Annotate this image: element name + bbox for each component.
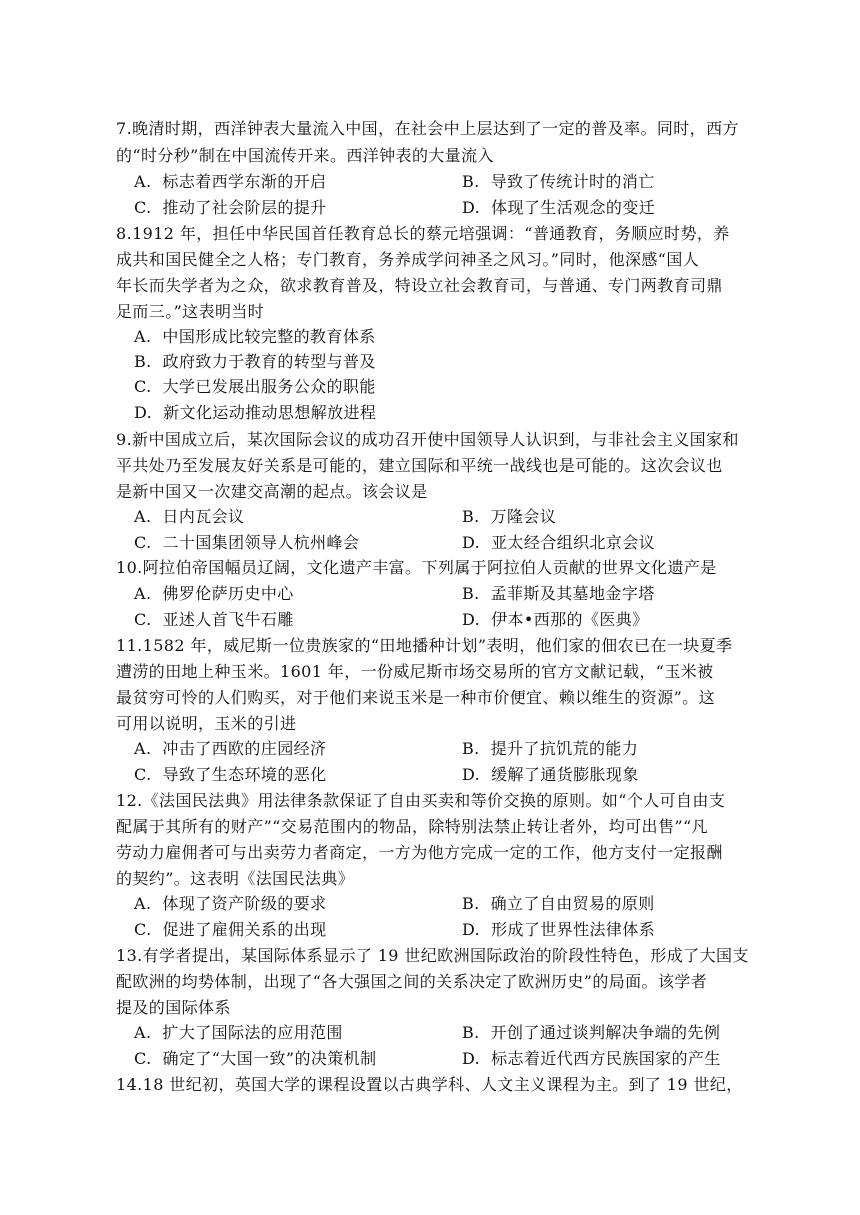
q10-option-b: B. 孟菲斯及其墓地金字塔 <box>462 584 655 603</box>
q11-stem-line-4: 可用以说明，玉米的引进 <box>116 714 297 733</box>
q8-stem-line-4: 足而三。”这表明当时 <box>116 302 265 321</box>
q9-option-d: D. 亚太经合组织北京会议 <box>462 533 656 552</box>
q13-option-a: A. 扩大了国际法的应用范围 <box>134 1023 343 1042</box>
q13-option-d: D. 标志着近代西方民族国家的产生 <box>462 1049 721 1068</box>
q11-option-c: C. 导致了生态环境的恶化 <box>134 765 327 784</box>
q9-stem-line-3: 是新中国又一次建交高潮的起点。该会议是 <box>116 482 428 501</box>
q7-option-b: B. 导致了传统计时的消亡 <box>462 172 655 191</box>
q13-option-c: C. 确定了“大国一致”的决策机制 <box>134 1049 377 1068</box>
q10-option-c: C. 亚述人首飞牛石雕 <box>134 610 294 629</box>
q9-stem-line-1: 9.新中国成立后，某次国际会议的成功召开使中国领导人认识到，与非社会主义国家和 <box>116 430 739 449</box>
q12-stem-line-2: 配属于其所有的财产”“交易范围内的物品，除特别法禁止转让者外，均可出售”“凡 <box>116 817 708 836</box>
q11-option-d: D. 缓解了通货膨胀现象 <box>462 765 639 784</box>
q13-stem-line-2: 配欧洲的均势体制，出现了“各大强国之间的关系决定了欧洲历史”的局面。该学者 <box>116 972 708 991</box>
q9-option-b: B. 万隆会议 <box>462 507 557 526</box>
q12-stem-line-4: 的契约”。这表明《法国民法典》 <box>116 869 355 888</box>
q10-option-d: D. 伊本•西那的《医典》 <box>462 610 649 629</box>
q10-option-a: A. 佛罗伦萨历史中心 <box>134 584 294 603</box>
q12-option-b: B. 确立了自由贸易的原则 <box>462 894 655 913</box>
q10-stem-line-1: 10.阿拉伯帝国幅员辽阔，文化遗产丰富。下列属于阿拉伯人贡献的世界文化遗产是 <box>116 558 717 577</box>
q8-stem-line-2: 成共和国民健全之人格；专门教育，务养成学问神圣之风习。”同时，他深感“国人 <box>116 250 700 269</box>
q8-stem-line-1: 8.1912 年，担任中华民国首任教育总长的蔡元培强调：“普通教育，务顺应时势，养 <box>116 224 730 243</box>
q8-stem-line-3: 年长而失学者为之众，欲求教育普及，特设立社会教育司，与普通、专门两教育司鼎 <box>116 276 723 295</box>
q8-option-b: B. 政府致力于教育的转型与普及 <box>134 352 376 371</box>
q14-stem-line-1: 14.18 世纪初，英国大学的课程设置以古典学科、人文主义课程为主。到了 19 世纪， <box>116 1075 743 1094</box>
q8-option-d: D. 新文化运动推动思想解放进程 <box>134 403 377 422</box>
q7-stem-line-1: 7.晚清时期，西洋钟表大量流入中国，在社会中上层达到了一定的普及率。同时，西方 <box>116 119 739 138</box>
q7-stem-line-2: 的“时分秒”制在中国流传开来。西洋钟表的大量流入 <box>116 146 494 165</box>
q12-stem-line-3: 劳动力雇佣者可与出卖劳力者商定，一方为他方完成一定的工作，他方支付一定报酬 <box>116 843 723 862</box>
q7-option-d: D. 体现了生活观念的变迁 <box>462 198 656 217</box>
q11-option-a: A. 冲击了西欧的庄园经济 <box>134 739 327 758</box>
q11-stem-line-1: 11.1582 年，威尼斯一位贵族家的“田地播种计划”表明，他们家的佃农已在一块夏季 <box>116 636 733 655</box>
q13-stem-line-1: 13.有学者提出，某国际体系显示了 19 世纪欧洲国际政治的阶段性特色，形成了大国支 <box>116 946 749 965</box>
q7-option-a: A. 标志着西学东渐的开启 <box>134 172 327 191</box>
q11-option-b: B. 提升了抗饥荒的能力 <box>462 739 639 758</box>
q12-stem-line-1: 12.《法国民法典》用法律条款保证了自由买卖和等价交换的原则。如“个人可自由支 <box>116 791 726 810</box>
q8-option-c: C. 大学已发展出服务公众的职能 <box>134 377 376 396</box>
q13-option-b: B. 开创了通过谈判解决争端的先例 <box>462 1023 721 1042</box>
q9-option-c: C. 二十国集团领导人杭州峰会 <box>134 533 360 552</box>
q12-option-d: D. 形成了世界性法律体系 <box>462 920 656 939</box>
q7-option-c: C. 推动了社会阶层的提升 <box>134 198 327 217</box>
q12-option-c: C. 促进了雇佣关系的出现 <box>134 920 327 939</box>
q9-option-a: A. 日内瓦会议 <box>134 507 245 526</box>
q9-stem-line-2: 平共处乃至发展友好关系是可能的，建立国际和平统一战线也是可能的。这次会议也 <box>116 456 723 475</box>
q12-option-a: A. 体现了资产阶级的要求 <box>134 894 327 913</box>
q13-stem-line-3: 提及的国际体系 <box>116 998 231 1017</box>
q11-stem-line-2: 遭涝的田地上种玉米。1601 年，一份威尼斯市场交易所的官方文献记载，“玉米被 <box>116 662 714 681</box>
q8-option-a: A. 中国形成比较完整的教育体系 <box>134 327 376 346</box>
q11-stem-line-3: 最贫穷可怜的人们购买，对于他们来说玉米是一种市价便宜、赖以维生的资源”。这 <box>116 688 715 707</box>
